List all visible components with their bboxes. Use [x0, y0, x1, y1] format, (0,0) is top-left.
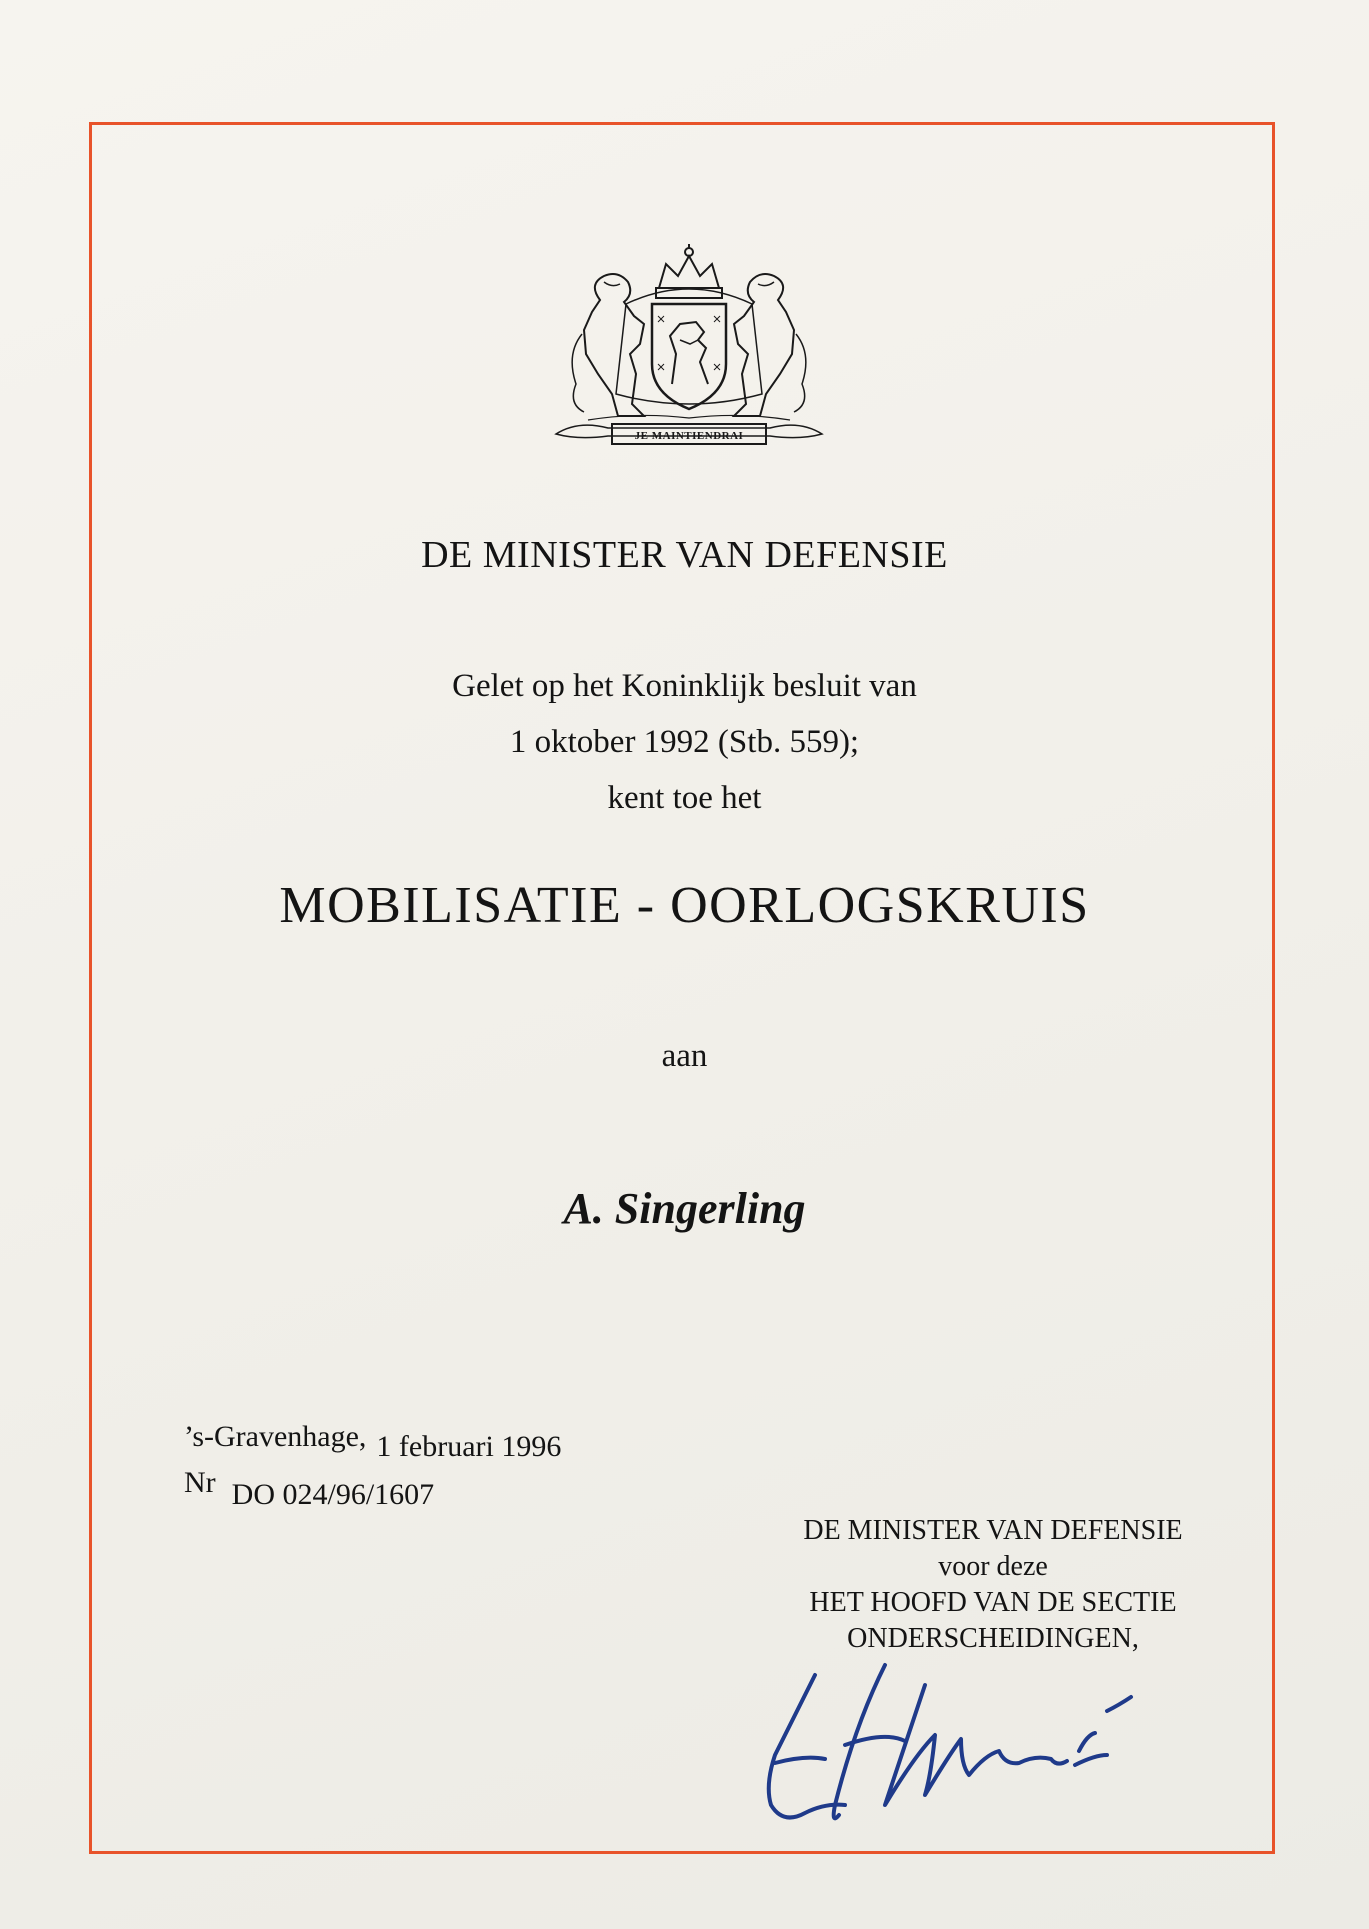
issue-date: 1 februari 1996 [376, 1430, 562, 1463]
nr-value: DO 024/96/1607 [231, 1478, 435, 1511]
signatory-block [714, 1513, 1272, 1657]
reference-number-line [184, 1466, 435, 1511]
issuer-heading: DE MINISTER VAN DEFENSIE [421, 534, 948, 576]
decree-line-2: 1 oktober 1992 (Stb. 559); [509, 724, 860, 760]
place-date-line [184, 1420, 562, 1463]
nr-label: Nr [184, 1466, 216, 1499]
signatory-line-3: HET HOOFD VAN DE SECTIE [809, 1587, 1177, 1618]
decree-text [0, 658, 1369, 826]
signatory-line-4: ONDERSCHEIDINGEN, [847, 1623, 1139, 1654]
signatory-line-2: voor deze [938, 1551, 1048, 1582]
award-title: MOBILISATIE - OORLOGSKRUIS [279, 877, 1090, 934]
svg-text:JE MAINTIENDRAI: JE MAINTIENDRAI [634, 430, 744, 442]
royal-coat-of-arms-icon [548, 244, 830, 458]
decree-line-1: Gelet op het Koninklijk besluit van [452, 668, 917, 704]
decree-line-3: kent toe het [607, 780, 762, 816]
signatory-line-1: DE MINISTER VAN DEFENSIE [803, 1515, 1183, 1546]
to-word: aan [661, 1038, 708, 1074]
handwritten-signature [735, 1655, 1155, 1835]
recipient-name: A. Singerling [563, 1184, 806, 1233]
place: ’s-Gravenhage, [184, 1420, 367, 1453]
